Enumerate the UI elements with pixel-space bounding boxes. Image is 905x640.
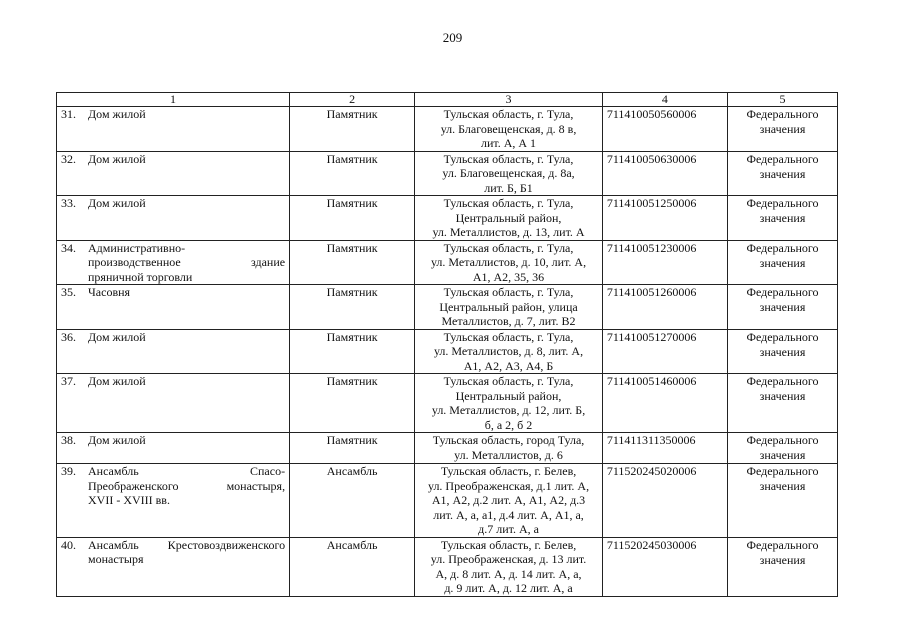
object-name-cell [57,240,290,285]
address-cell [415,151,603,196]
address-cell [415,374,603,433]
registry-code-cell: 711410051270006 [602,329,727,374]
address-cell [415,464,603,538]
address-line: ул. Металлистов, д. 6 [454,447,563,462]
address-line: Тульская область, г. Белев, [440,537,577,552]
registry-code-cell: 711520245030006 [602,537,727,596]
object-type-cell: Ансамбль [290,537,415,596]
registry-code-cell: 711410051260006 [602,285,727,330]
row-number: 34. [61,240,76,255]
object-name-cell [57,433,290,464]
significance-line: Федерального [746,240,819,255]
significance-line: Федерального [746,107,819,121]
table-row [57,374,838,433]
address-line: Тульская область, г. Тула, [443,240,574,255]
object-name-cell [57,329,290,374]
object-type-cell: Памятник [290,107,415,152]
address-line: д. 9 лит. А, д. 12 лит. А, а [444,581,573,595]
address-line: Тульская область, г. Тула, [443,196,574,210]
address-cell [415,329,603,374]
address-line: Тульская область, г. Тула, [443,374,574,388]
object-type-cell: Ансамбль [290,464,415,538]
object-name-line: Дом жилой [88,107,146,121]
object-type-cell: Памятник [290,433,415,464]
object-type-cell: Памятник [290,240,415,285]
object-name-line: Дом жилой [88,151,146,166]
object-name-cell [57,537,290,596]
object-name-line: Дом жилой [88,329,146,344]
object-type-cell: Памятник [290,151,415,196]
column-header-2: 2 [290,93,415,107]
address-line: ул. Преображенская, д. 13 лит. [430,552,587,566]
significance-line: значения [759,300,806,314]
row-number: 37. [61,374,76,388]
table-header-row [57,93,838,107]
table-body [57,107,838,597]
address-line: Центральный район, улица [439,299,578,314]
address-line: Центральный район, [455,388,562,403]
significance-line: Федерального [746,196,819,210]
significance-line: значения [759,211,806,225]
object-name-cell [57,107,290,152]
object-name-line: XVII - XVIII вв. [88,493,170,507]
row-number: 40. [61,537,76,552]
table-row [57,537,838,596]
address-cell [415,107,603,152]
significance-line: значения [759,122,806,136]
significance-cell [727,464,837,538]
address-line: д.7 лит. А, а [478,522,539,536]
significance-line: Федерального [746,285,819,299]
registry-code-cell: 711411311350006 [602,433,727,464]
address-line: Металлистов, д. 7, лит. В2 [441,314,576,328]
row-number: 38. [61,433,76,447]
address-line: ул. Металлистов, д. 13, лит. А [432,225,585,239]
address-cell [415,537,603,596]
significance-cell [727,537,837,596]
column-header-4: 4 [602,93,727,107]
object-name-line: Дом жилой [88,433,146,447]
significance-line: значения [759,344,806,359]
row-number: 39. [61,464,76,478]
significance-cell [727,374,837,433]
object-name-line: Преображенского монастыря, [88,478,286,493]
table-row [57,240,838,285]
table-row [57,151,838,196]
registry-code-cell: 711520245020006 [602,464,727,538]
significance-line: значения [759,552,806,567]
object-name-line: монастыря [88,552,144,566]
object-name-cell [57,151,290,196]
object-name-line: Ансамбль Спасо- [88,464,286,478]
row-number: 31. [61,107,76,121]
address-line: Тульская область, г. Тула, [443,285,574,299]
table-row [57,329,838,374]
significance-line: Федерального [746,329,819,344]
address-line: А1, А2, д.2 лит. А, А1, А2, д.3 [431,493,586,507]
significance-cell [727,240,837,285]
column-header-5: 5 [727,93,837,107]
row-number: 35. [61,285,76,299]
significance-line: Федерального [746,537,819,552]
address-line: ул. Благовещенская, д. 8а, [442,166,575,180]
address-line: Тульская область, город Тула, [432,433,585,447]
object-type-cell: Памятник [290,329,415,374]
object-name-cell [57,196,290,241]
significance-line: значения [759,389,806,403]
object-name-cell [57,464,290,538]
object-name-line: Ансамбль Крестовоздвиженского [88,537,286,552]
address-line: А1, А2, А3, А4, Б [463,358,554,373]
significance-line: значения [759,479,806,493]
significance-line: значения [759,448,806,462]
significance-line: значения [759,166,806,181]
object-name-line: пряничной торговли [88,269,193,284]
significance-line: Федерального [746,464,819,478]
address-line: ул. Благовещенская, д. 8 в, [440,121,577,136]
significance-cell [727,285,837,330]
row-number: 33. [61,196,76,210]
table-row [57,464,838,538]
object-name-cell [57,285,290,330]
registry-code-cell: 711410050560006 [602,107,727,152]
address-line: Центральный район, [455,210,562,225]
registry-code-cell: 711410050630006 [602,151,727,196]
row-number: 36. [61,329,76,344]
address-line: А, д. 8 лит. А, д. 14 лит. А, а, [435,566,582,581]
table-row [57,433,838,464]
address-line: Тульская область, г. Тула, [443,329,574,344]
registry-code-cell: 711410051230006 [602,240,727,285]
object-type-cell: Памятник [290,196,415,241]
object-name-line: Часовня [88,285,131,299]
column-header-3: 3 [415,93,603,107]
table-row [57,196,838,241]
address-line: ул. Металлистов, д. 12, лит. Б, [431,403,586,417]
column-header-1: 1 [57,93,290,107]
row-number: 32. [61,151,76,166]
address-cell [415,285,603,330]
heritage-registry-table [56,92,838,597]
page-number: 209 [442,30,463,45]
object-name-line: производственное здание [88,255,286,269]
object-name-line: Административно- [88,240,186,255]
object-name-line: Дом жилой [88,374,146,388]
address-cell [415,240,603,285]
address-line: ул. Металлистов, д. 8, лит. А, [433,344,584,358]
address-cell [415,196,603,241]
registry-code-cell: 711410051460006 [602,374,727,433]
significance-cell [727,329,837,374]
table-row [57,107,838,152]
significance-cell [727,433,837,464]
significance-line: Федерального [746,433,819,447]
address-line: А1, А2, 35, 36 [472,269,545,284]
address-line: б, а 2, б 2 [484,417,533,432]
address-line: лит. А, а, а1, д.4 лит. А, А1, а, [433,507,584,522]
significance-cell [727,107,837,152]
address-cell [415,433,603,464]
significance-line: Федерального [746,374,819,388]
significance-cell [727,151,837,196]
significance-line: Федерального [746,151,819,166]
significance-line: значения [759,255,806,270]
address-line: лит. Б, Б1 [484,180,533,195]
object-type-cell: Памятник [290,285,415,330]
address-line: Тульская область, г. Белев, [440,464,577,478]
object-name-line: Дом жилой [88,196,146,210]
object-type-cell: Памятник [290,374,415,433]
address-line: лит. А, А 1 [480,136,537,150]
address-line: Тульская область, г. Тула, [443,107,574,121]
address-line: ул. Металлистов, д. 10, лит. А, [430,255,587,269]
address-line: ул. Преображенская, д.1 лит. А, [427,478,590,493]
table-row [57,285,838,330]
object-name-cell [57,374,290,433]
significance-cell [727,196,837,241]
registry-code-cell: 711410051250006 [602,196,727,241]
address-line: Тульская область, г. Тула, [443,151,574,166]
